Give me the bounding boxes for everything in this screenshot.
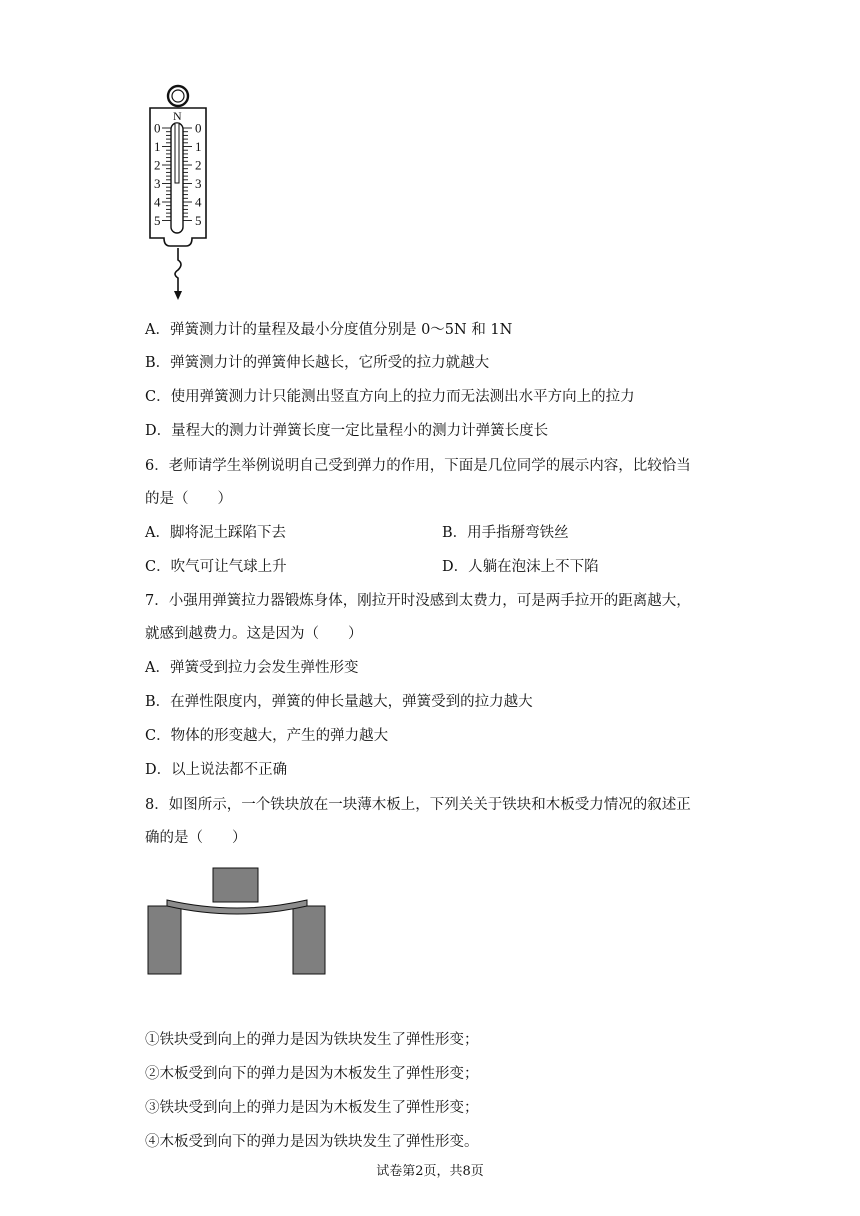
scale-right-tick-label: 2 <box>195 157 202 173</box>
q6-option-a: A．脚将泥土踩陷下去 <box>145 525 286 541</box>
q8-statement-2: ②木板受到向下的弹力是因为木板发生了弹性形变； <box>145 1066 479 1082</box>
scale-left-tick-label: 4 <box>154 194 161 210</box>
q7-option-a: A．弹簧受到拉力会发生弹性形变 <box>145 660 359 676</box>
q8-statement-3: ③铁块受到向上的弹力是因为木板发生了弹性形变； <box>145 1100 479 1116</box>
q6-option-c: C．吹气可让气球上升 <box>145 559 287 575</box>
q8-stem: 8．如图所示，一个铁块放在一块薄木板上，下列关关于铁块和木板受力情况的叙述正 <box>145 797 691 813</box>
scale-left-tick-label: 1 <box>154 139 161 154</box>
q5-option-d: D．量程大的测力计弹簧长度一定比量程小的测力计弹簧长度长 <box>145 423 549 439</box>
q5-option-c: C．使用弹簧测力计只能测出竖直方向上的拉力而无法测出水平方向上的拉力 <box>145 389 635 405</box>
scale-left-tick-label: 2 <box>154 157 161 173</box>
right-support <box>293 906 325 974</box>
q8-statement-1: ①铁块受到向上的弹力是因为铁块发生了弹性形变； <box>145 1032 479 1048</box>
q8-stem-cont: 确的是（ ） <box>145 830 247 846</box>
q8-statement-4: ④木板受到向下的弹力是因为铁块发生了弹性形变。 <box>145 1134 479 1150</box>
q7-option-d: D．以上说法都不正确 <box>145 762 288 778</box>
q7-option-c: C．物体的形变越大，产生的弹力越大 <box>145 728 389 744</box>
scale-right-tick-label: 1 <box>195 139 202 154</box>
q6-stem: 6．老师请学生举例说明自己受到弹力的作用，下面是几位同学的展示内容，比较恰当 <box>145 458 691 474</box>
scale-unit-label: N <box>173 109 182 123</box>
iron-block <box>213 868 258 902</box>
page-footer: 试卷第2页，共8页 <box>376 1164 484 1179</box>
scale-right-tick-label: 4 <box>195 194 202 210</box>
iron-block-board-figure <box>145 866 330 978</box>
q6-stem-cont: 的是（ ） <box>145 491 232 507</box>
spring-scale-figure <box>140 78 225 303</box>
q6-option-d: D．人躺在泡沫上不下陷 <box>442 559 599 575</box>
q5-option-b: B．弹簧测力计的弹簧伸长越长，它所受的拉力就越大 <box>145 355 490 371</box>
q7-option-b: B．在弹性限度内，弹簧的伸长量越大，弹簧受到的拉力越大 <box>145 694 533 710</box>
q6-option-b: B．用手指掰弯铁丝 <box>442 525 569 541</box>
scale-right-tick-label: 5 <box>195 213 202 228</box>
q7-stem-cont: 就感到越费力。这是因为（ ） <box>145 626 363 642</box>
q5-option-a: A．弹簧测力计的量程及最小分度值分别是 0～5N 和 1N <box>145 322 513 338</box>
scale-right-tick-label: 3 <box>195 176 202 191</box>
left-support <box>148 906 181 974</box>
scale-left-tick-label: 5 <box>154 213 161 228</box>
scale-right-tick-label: 0 <box>195 120 202 136</box>
scale-left-tick-label: 0 <box>154 120 161 136</box>
q7-stem: 7．小强用弹簧拉力器锻炼身体，刚拉开时没感到太费力，可是两手拉开的距离越大， <box>145 593 691 609</box>
scale-left-tick-label: 3 <box>154 176 161 191</box>
